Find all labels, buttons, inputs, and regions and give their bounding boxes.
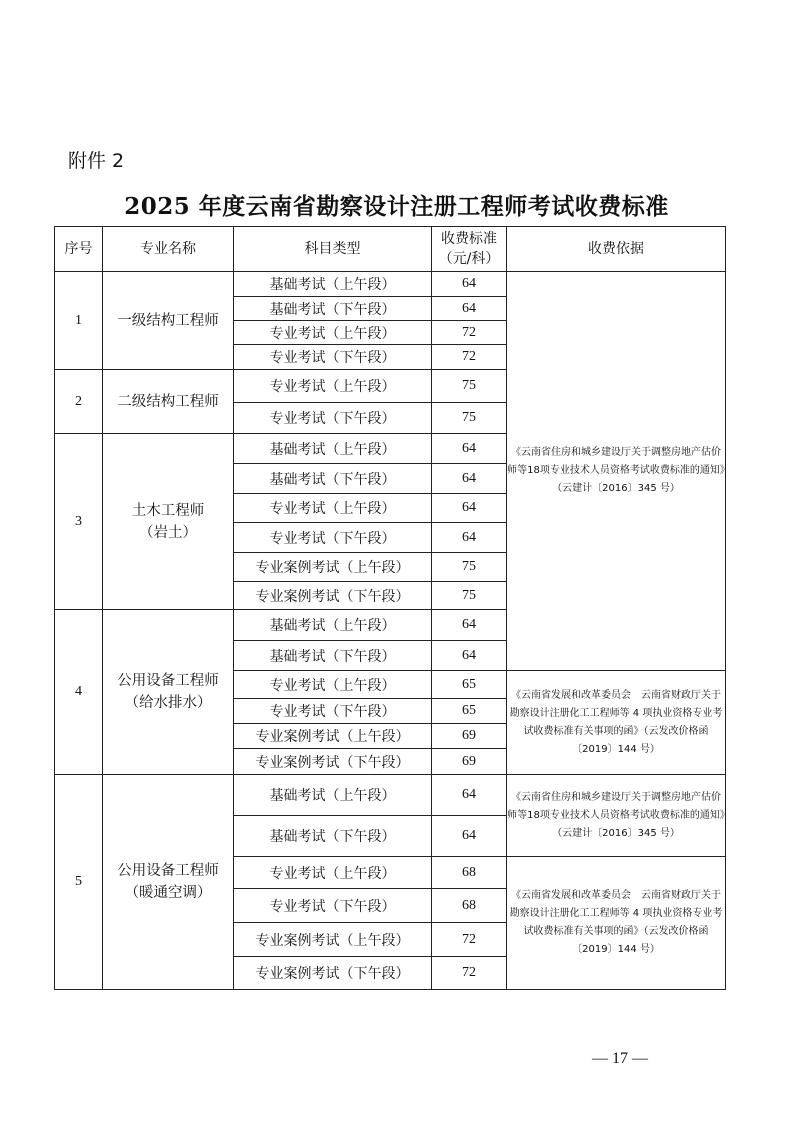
fee-cell: 64 [432,610,507,641]
fee-cell: 75 [432,370,507,403]
basis-cell: 《云南省住房和城乡建设厅关于调整房地产估价师等18项专业技术人员资格考试收费标准的通知》（云建计〔2016〕345 号） [507,775,726,857]
subject-cell: 专业案例考试（下午段） [234,582,432,610]
subject-cell: 专业考试（下午段） [234,699,432,724]
subject-cell: 专业考试（上午段） [234,494,432,523]
fee-cell: 64 [432,494,507,523]
major-cell [103,272,234,370]
subject-cell: 基础考试（下午段） [234,816,432,857]
seq-cell: 5 [55,775,103,990]
header-fee-line2: （元/科） [438,251,500,267]
seq-cell: 3 [55,434,103,610]
subject-cell: 基础考试（上午段） [234,434,432,464]
fee-cell: 64 [432,464,507,494]
header-major: 专业名称 [103,227,234,272]
fee-cell: 64 [432,297,507,321]
document-title: 2025 年度云南省勘察设计注册工程师考试收费标准 [124,193,669,220]
fee-cell: 72 [432,923,507,957]
major-name: 二级结构工程师 [117,393,219,410]
major-cell [103,434,234,610]
subject-cell: 专业考试（上午段） [234,321,432,345]
subject-cell: 专业案例考试（下午段） [234,957,432,990]
fee-cell: 64 [432,523,507,553]
major-name: 一级结构工程师 [117,312,219,329]
subject-cell: 专业考试（上午段） [234,857,432,889]
basis-cell: 《云南省住房和城乡建设厅关于调整房地产估价师等18项专业技术人员资格考试收费标准的通知》（云建计〔2016〕345 号） [507,272,726,671]
attachment-label: 附件 2 [68,150,125,172]
fee-cell: 75 [432,553,507,582]
table-row [55,775,726,816]
header-basis: 收费依据 [507,227,726,272]
subject-cell: 基础考试（下午段） [234,641,432,671]
subject-cell: 基础考试（下午段） [234,464,432,494]
fee-cell: 68 [432,857,507,889]
fee-cell: 64 [432,775,507,816]
table-row [55,272,726,297]
subject-cell: 专业案例考试（上午段） [234,923,432,957]
header-fee-line1: 收费标准 [441,231,497,247]
major-subtitle: （岩土） [139,524,197,541]
seq-cell: 2 [55,370,103,434]
fee-cell: 68 [432,889,507,923]
fee-cell: 72 [432,321,507,345]
fee-cell: 64 [432,641,507,671]
header-subject: 科目类型 [234,227,432,272]
fee-cell: 69 [432,724,507,749]
header-row [55,227,726,272]
major-subtitle: （暖通空调） [124,885,212,901]
subject-cell: 基础考试（上午段） [234,610,432,641]
subject-cell: 专业考试（下午段） [234,523,432,553]
subject-cell: 专业考试（上午段） [234,671,432,699]
basis-cell: 《云南省发展和改革委员会 云南省财政厅关于勘察设计注册化工工程师等 4 项执业资格专业考试收费标准有关事项的函》（云发改价格函〔2019〕144 号） [507,671,726,775]
subject-cell: 基础考试（上午段） [234,272,432,297]
fee-cell: 72 [432,345,507,370]
subject-cell: 专业案例考试（下午段） [234,749,432,775]
fee-table [54,226,726,990]
seq-cell: 1 [55,272,103,370]
subject-cell: 基础考试（上午段） [234,775,432,816]
major-name: 公用设备工程师 [117,673,219,689]
fee-cell: 64 [432,272,507,297]
page-number: — 17 — [592,1050,648,1067]
table-body [55,272,726,990]
header-fee [432,227,507,272]
fee-cell: 75 [432,582,507,610]
major-name: 土木工程师 [131,502,205,519]
fee-cell: 64 [432,816,507,857]
fee-cell: 75 [432,403,507,434]
subject-cell: 专业考试（下午段） [234,403,432,434]
fee-cell: 69 [432,749,507,775]
major-cell [103,610,234,775]
major-cell [103,370,234,434]
header-seq: 序号 [55,227,103,272]
major-name: 公用设备工程师 [117,863,219,879]
subject-cell: 专业考试（下午段） [234,889,432,923]
fee-cell: 72 [432,957,507,990]
subject-cell: 专业案例考试（上午段） [234,724,432,749]
basis-cell: 《云南省发展和改革委员会 云南省财政厅关于勘察设计注册化工工程师等 4 项执业资格专业考试收费标准有关事项的函》（云发改价格函〔2019〕144 号） [507,857,726,990]
fee-cell: 64 [432,434,507,464]
subject-cell: 专业考试（下午段） [234,345,432,370]
seq-cell: 4 [55,610,103,775]
fee-cell: 65 [432,699,507,724]
subject-cell: 专业考试（上午段） [234,370,432,403]
fee-cell: 65 [432,671,507,699]
subject-cell: 专业案例考试（上午段） [234,553,432,582]
major-cell [103,775,234,990]
major-subtitle: （给水排水） [124,695,212,711]
subject-cell: 基础考试（下午段） [234,297,432,321]
